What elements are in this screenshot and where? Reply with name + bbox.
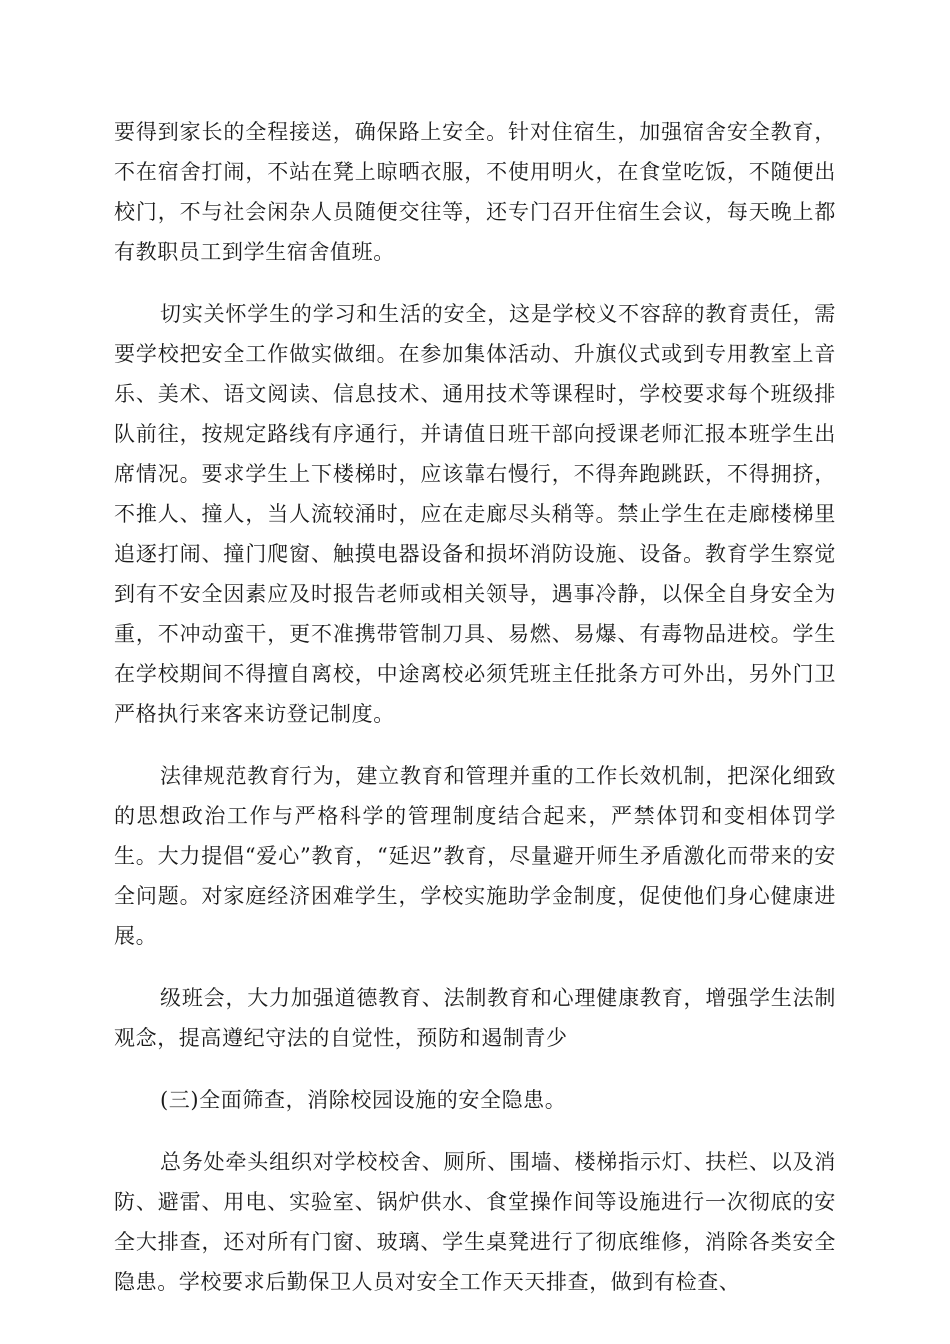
document-body bbox=[114, 112, 836, 1324]
paragraph-4: 级班会，大力加强道德教育、法制教育和心理健康教育，增强学生法制观念，提高遵纪守法的自觉性，预防和遏制青少 bbox=[114, 986, 836, 1050]
section-heading: (三)全面筛查，消除校园设施的安全隐患。 bbox=[160, 1088, 567, 1112]
paragraph-3: 法律规范教育行为，建立教育和管理并重的工作长效机制，把深化细致的思想政治工作与严格科学的管理制度结合起来，严禁体罚和变相体罚学生。大力提倡“爱心”教育，“延迟”教育，尽量避开师生矛盾激化而带来的安全问题。对家庭经济困难学生，学校实施助学金制度，促使他们身心健康进展。 bbox=[114, 764, 836, 948]
paragraph-2: 切实关怀学生的学习和生活的安全，这是学校义不容辞的教育责任，需要学校把安全工作做实做细。在参加集体活动、升旗仪式或到专用教室上音乐、美术、语文阅读、信息技术、通用技术等课程时，学校要求每个班级排队前往，按规定路线有序通行，并请值日班干部向授课老师汇报本班学生出席情况。要求学生上下楼梯时，应该靠右慢行，不得奔跑跳跃，不得拥挤，不推人、撞人，当人流较涌时，应在走廊尽头稍等。禁止学生在走廊楼梯里追逐打闹、撞门爬窗、触摸电器设备和损坏消防设施、设备。教育学生察觉到有不安全因素应及时报告老师或相关领导，遇事冷静，以保全自身安全为重，不冲动蛮干，更不准携带管制刀具、易燃、易爆、有毒物品进校。学生在学校期间不得擅自离校，中途离校必须凭班主任批条方可外出，另外门卫严格执行来客来访登记制度。 bbox=[114, 302, 836, 726]
paragraph-5: 总务处牵头组织对学校校舍、厕所、围墙、楼梯指示灯、扶栏、以及消防、避雷、用电、实验室、锅炉供水、食堂操作间等设施进行一次彻底的安全大排查，还对所有门窗、玻璃、学生桌凳进行了彻底维修，消除各类安全隐患。学校要求后勤保卫人员对安全工作天天排查，做到有检查、 bbox=[114, 1150, 836, 1294]
paragraph-1: 要得到家长的全程接送，确保路上安全。针对住宿生，加强宿舍安全教育，不在宿舍打闹，不站在凳上晾晒衣服，不使用明火，在食堂吃饭，不随便出校门，不与社会闲杂人员随便交往等，还专门召开住宿生会议，每天晚上都有教职员工到学生宿舍值班。 bbox=[114, 120, 836, 264]
